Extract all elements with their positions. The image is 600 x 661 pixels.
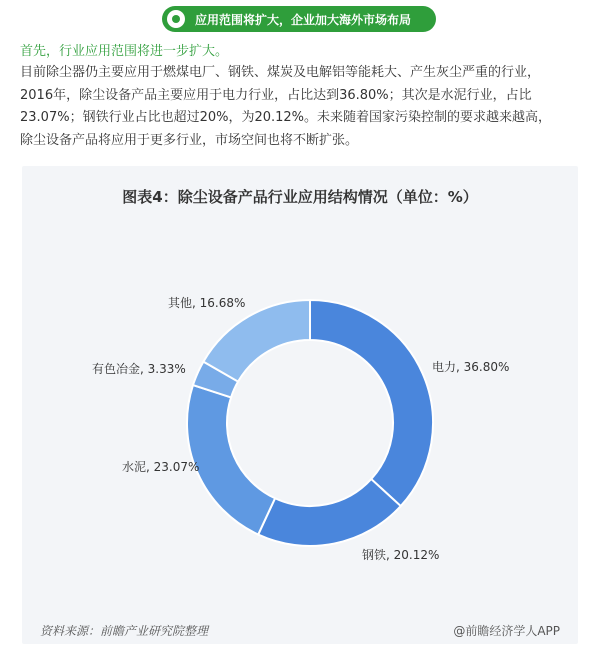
intro-paragraph xyxy=(20,62,586,152)
paragraph-line: 23.07%；钢铁行业占比也超过20%，为20.12%。未来随着国家污染控制的要求越来越高， xyxy=(20,110,552,125)
donut-slice-4 xyxy=(203,300,310,382)
slice-label-4: 其他, 16.68% xyxy=(168,296,246,310)
source-note: 资料来源：前瞻产业研究院整理 xyxy=(40,624,209,638)
slice-label-0: 电力, 36.80% xyxy=(432,360,510,374)
slice-label-3: 有色冶金, 3.33% xyxy=(92,362,186,376)
slice-label-2: 水泥, 23.07% xyxy=(122,460,200,474)
intro-lead: 首先，行业应用范围将进一步扩大。 xyxy=(20,44,229,59)
circle-bullet-icon xyxy=(167,10,185,28)
chart-panel xyxy=(22,166,578,644)
donut-slice-1 xyxy=(258,479,401,546)
paragraph-line: 目前除尘器仍主要应用于燃煤电厂、钢铁、煤炭及电解铝等能耗大、产生灰尘严重的行业， xyxy=(20,65,541,80)
section-banner xyxy=(162,6,436,32)
paragraph-line: 除尘设备产品将应用于更多行业，市场空间也将不断扩张。 xyxy=(20,132,359,148)
donut-chart xyxy=(22,166,578,644)
chart-title: 图表4：除尘设备产品行业应用结构情况（单位：%） xyxy=(122,188,478,206)
donut-slice-0 xyxy=(310,300,433,506)
banner-title: 应用范围将扩大，企业加大海外市场布局 xyxy=(195,12,412,27)
slice-label-1: 钢铁, 20.12% xyxy=(362,548,440,562)
paragraph-line: 2016年，除尘设备产品主要应用于电力行业，占比达到36.80%；其次是水泥行业，占比 xyxy=(20,87,532,103)
credit-note: @前瞻经济学人APP xyxy=(453,624,560,638)
donut-slice-2 xyxy=(187,385,275,534)
